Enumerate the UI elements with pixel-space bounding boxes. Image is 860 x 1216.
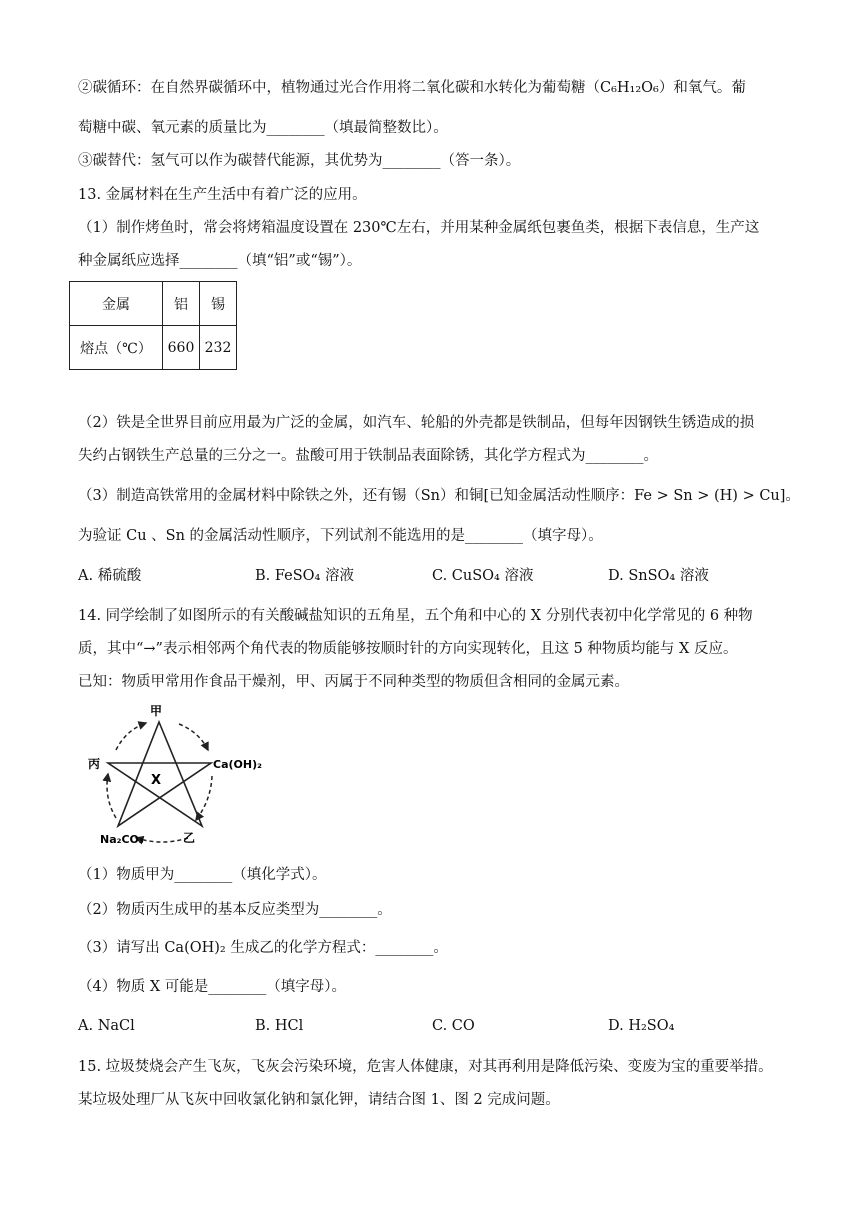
table-cell: 铝: [163, 282, 200, 326]
q15-line-1: 15. 垃圾焚烧会产生飞灰，飞灰会污染环境，危害人体健康，对其再利用是降低污染、变废为宝的重要举措。: [78, 1059, 773, 1075]
arrow-arc-bottom: [136, 838, 188, 842]
table-header-row: [70, 282, 237, 326]
label-left: 丙: [88, 757, 101, 771]
q13-part2-line-1: （2）铁是全世界目前应用最为广泛的金属，如汽车、轮船的外壳都是铁制品，但每年因钢铁生锈造成的损: [78, 415, 755, 431]
table-row: [70, 326, 237, 370]
label-bottom-left: Na₂CO₃: [100, 833, 144, 846]
q13-option-d: D. SnSO₄ 溶液: [608, 568, 709, 584]
q14-option-d: D. H₂SO₄: [608, 1018, 675, 1034]
q14-sub-1: （1）物质甲为________（填化学式）。: [78, 867, 327, 883]
q14-stem-line-2: 质，其中“→”表示相邻两个角代表的物质能够按顺时针的方向实现转化，且这 5 种物质均能与 X 反应。: [78, 641, 738, 657]
table-cell: 锡: [200, 282, 237, 326]
table-cell: 金属: [70, 282, 163, 326]
arrow-arc-left: [107, 774, 116, 818]
q14-sub-4: （4）物质 X 可能是________（填字母）。: [78, 979, 347, 995]
melting-point-table: [69, 281, 237, 370]
q14-option-c: C. CO: [432, 1018, 475, 1034]
q13-part3-line-1: （3）制造高铁常用的金属材料中除铁之外，还有锡（Sn）和铜[已知金属活动性顺序：Fe > Sn > (H) > Cu]。: [78, 488, 800, 504]
q12-line-1: ②碳循环：在自然界碳循环中，植物通过光合作用将二氧化碳和水转化为葡萄糖（C₆H₁₂O₆）和氧气。葡: [78, 80, 746, 96]
five-pointed-star-diagram: [84, 700, 284, 860]
q14-option-b: B. HCl: [255, 1018, 304, 1034]
table-cell: 232: [200, 326, 237, 370]
q14-stem-line-1: 14. 同学绘制了如图所示的有关酸碱盐知识的五角星，五个角和中心的 X 分别代表初中化学常见的 6 种物: [78, 608, 753, 624]
q13-part3-line-2: 为验证 Cu 、Sn 的金属活动性顺序，下列试剂不能选用的是________（填字母）。: [78, 528, 603, 544]
q14-sub-3: （3）请写出 Ca(OH)₂ 生成乙的化学方程式：________。: [78, 940, 448, 956]
q13-option-b: B. FeSO₄ 溶液: [255, 568, 354, 584]
q13-part1-line-1: （1）制作烤鱼时，常会将烤箱温度设置在 230℃左右，并用某种金属纸包裹鱼类，根据下表信息，生产这: [78, 220, 760, 236]
q14-sub-2: （2）物质丙生成甲的基本反应类型为________。: [78, 902, 392, 918]
label-right: Ca(OH)₂: [213, 758, 262, 771]
label-bottom-right: 乙: [183, 831, 196, 845]
q12-line-3: ③碳替代：氢气可以作为碳替代能源，其优势为________（答一条）。: [78, 153, 521, 169]
table-cell: 熔点（℃）: [70, 326, 163, 370]
label-top: 甲: [150, 704, 163, 718]
q14-stem-line-3: 已知：物质甲常用作食品干燥剂，甲、丙属于不同种类型的物质但含相同的金属元素。: [78, 674, 629, 690]
arrow-arc-top-left: [116, 723, 146, 750]
q13-part2-line-2: 失约占钢铁生产总量的三分之一。盐酸可用于铁制品表面除锈，其化学方程式为________。: [78, 448, 658, 464]
q15-line-2: 某垃圾处理厂从飞灰中回收氯化钠和氯化钾，请结合图 1、图 2 完成问题。: [78, 1092, 560, 1108]
q13-part1-line-2: 种金属纸应选择________（填“铝”或“锡”）。: [78, 253, 362, 269]
q12-line-2: 萄糖中碳、氧元素的质量比为________（填最简整数比）。: [78, 120, 448, 136]
label-center: X: [151, 773, 162, 788]
q13-option-c: C. CuSO₄ 溶液: [432, 568, 534, 584]
table-cell: 660: [163, 326, 200, 370]
q13-option-a: A. 稀硫酸: [78, 568, 142, 584]
q14-option-a: A. NaCl: [78, 1018, 135, 1034]
arrow-arc-top-right: [179, 724, 208, 750]
q13-stem: 13. 金属材料在生产生活中有着广泛的应用。: [78, 187, 367, 203]
arrow-arc-right: [196, 776, 212, 820]
